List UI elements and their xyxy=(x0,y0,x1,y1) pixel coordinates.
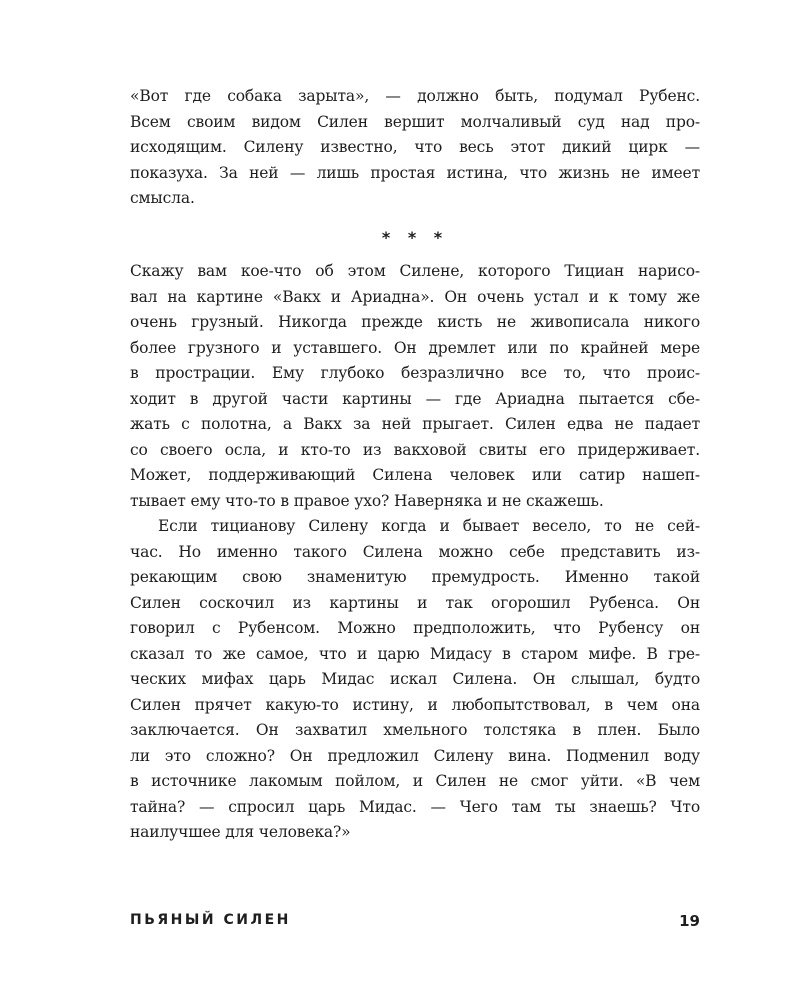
text-line: более грузного и уставшего. Он дремлет или по крайней мере xyxy=(130,338,700,357)
text-line: Если тицианову Силену когда и бывает весело, то не сей- xyxy=(158,517,700,535)
text-line: Может, поддерживающий Силена человек или сатир нашеп- xyxy=(130,466,700,484)
text-line: очень грузный. Никогда прежде кисть не живописала никого xyxy=(130,313,700,331)
text-line: жать с полотна, а Вакх за ней прыгает. Силен едва не падает xyxy=(130,415,700,433)
section-separator: * * * xyxy=(381,228,449,247)
page-footer xyxy=(130,912,700,936)
text-line: наилучшее для человека?» xyxy=(130,823,351,841)
paragraph-2 xyxy=(130,259,700,514)
text-line: час. Но именно такого Силена можно себе представить из- xyxy=(130,542,700,561)
text-line: тывает ему что-то в правое ухо? Наверняка и не скажешь. xyxy=(130,491,604,510)
text-line: со своего осла, и кто-то из вакховой свиты его придерживает. xyxy=(130,440,700,459)
page-number: 19 xyxy=(679,912,700,930)
text-line: тайна? — спросил царь Мидас. — Чего там ты знаешь? Что xyxy=(130,797,700,816)
text-line: заключается. Он захватил хмельного толстяка в плен. Было xyxy=(130,721,700,739)
text-line: в источнике лакомым пойлом, и Силен не смог уйти. «В чем xyxy=(130,772,700,790)
running-title: ПЬЯНЫЙ СИЛЕН xyxy=(130,912,291,928)
text-line: ходит в другой части картины — где Ариадна пытается сбе- xyxy=(130,389,700,408)
text-line: сказал то же самое, что и царю Мидасу в старом мифе. В гре- xyxy=(130,644,700,663)
text-line: смысла. xyxy=(130,189,195,207)
text-line: Всем своим видом Силен вершит молчаливый суд над про- xyxy=(130,112,700,131)
text-line: ческих мифах царь Мидас искал Силена. Он слышал, будто xyxy=(130,670,700,688)
text-line: Силен соскочил из картины и так огорошил Рубенса. Он xyxy=(130,593,700,612)
text-line: говорил с Рубенсом. Можно предположить, что Рубенсу он xyxy=(130,619,700,637)
text-line: «Вот где собака зарыта», — должно быть, подумал Рубенс. xyxy=(130,87,700,105)
text-line: в прострации. Ему глубоко безразлично все то, что проис- xyxy=(130,364,700,382)
paragraph-3 xyxy=(130,514,700,846)
paragraph-1 xyxy=(130,84,700,212)
text-line: вал на картине «Вакх и Ариадна». Он очень устал и к тому же xyxy=(130,287,700,306)
text-line: рекающим свою знаменитую премудрость. Именно такой xyxy=(130,568,700,586)
text-line: показуха. За ней — лишь простая истина, что жизнь не имеет xyxy=(130,163,700,182)
text-line: Силен прячет какую-то истину, и любопытствовал, в чем она xyxy=(130,695,700,714)
text-line: ли это сложно? Он предложил Силену вина. Подменил воду xyxy=(130,746,700,765)
text-line: исходящим. Силену известно, что весь этот дикий цирк — xyxy=(130,138,700,156)
text-line: Скажу вам кое-что об этом Силене, которого Тициан нарисо- xyxy=(130,262,700,280)
